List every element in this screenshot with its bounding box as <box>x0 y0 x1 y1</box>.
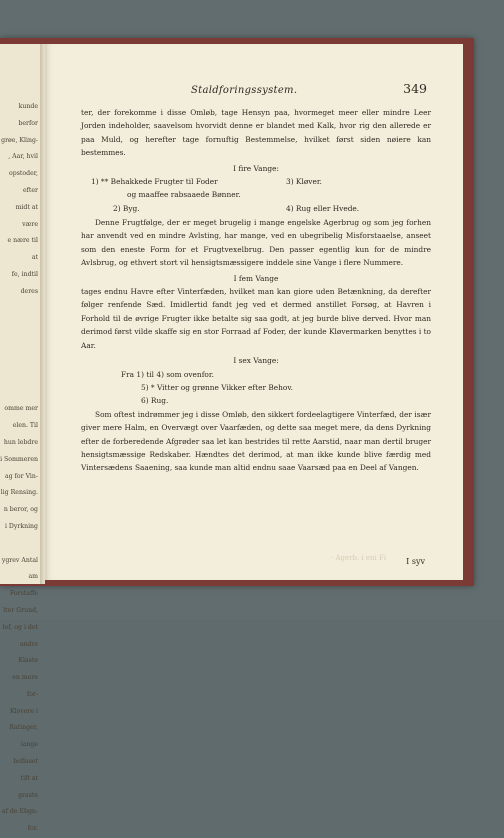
left-page-line <box>0 536 38 553</box>
paragraph-five-fields: tages endnu Havre efter Vinterfæden, hvilket man kan giore uden Betænkning, da derefter følger renfende Sæd. Imidlertid fandt jeg ved et dermed anstillet Forsøg, at Havren i Forhold til de øvrige Frugter ikke betalte sig saa godt, at jeg burde blive derved. Hvor man derimod først vilde skaffe sig en stor Forraad af Foder, der kunde Kløvermarken benyttes i to Aar. <box>81 287 431 350</box>
section-title-five-fields: I fem Vange <box>233 273 279 283</box>
left-page-line: hun lebdre <box>3 438 38 446</box>
right-page <box>45 44 463 580</box>
left-page-line: kunde berfor <box>18 103 38 127</box>
left-page-line <box>0 301 38 318</box>
paragraph-intro: ter, der forekomme i disse Omløb, tage Hensyn paa, hvormeget meer eller mindre Leer Jorden indeholder, saavelsom hvorvidt denne er blandet med Kalk, hvor rig den allerede er paa Muld, og herefter tage fornuftig Bestemmelse, hvilket først siden nøiere kan bestemmes. <box>81 108 431 158</box>
left-page-line: , Aar, hvil <box>8 153 38 161</box>
left-page-line: midt at være <box>15 203 38 228</box>
left-page-line: grøe, Kling- <box>1 136 38 144</box>
left-page-line: andre Klaste <box>18 640 38 665</box>
left-page-line: elen. Til <box>12 422 38 430</box>
left-page-line: Klovere i <box>9 707 38 715</box>
left-page-line <box>0 385 38 402</box>
section-title-six-fields: I sex Vange: <box>233 356 279 366</box>
rotation-item-1: 1) ** Behakkede Frugter til Foder <box>91 177 218 187</box>
left-page-line: en mere for- <box>12 674 38 698</box>
left-page-text-fragments <box>0 99 38 838</box>
running-title: Staldforingssystem. <box>191 85 298 96</box>
left-page-line: omme mer <box>4 405 38 413</box>
left-page-line <box>0 368 38 385</box>
left-page-line: n beror, og <box>3 506 38 514</box>
bleed-through-text: · Agerb. i eni Fi <box>331 554 387 562</box>
paragraph-winter-crop: Som oftest indrømmer jeg i disse Omløb, den sikkert fordeelagtigere Vinterfæd, der især giver mere Halm, en Overvægt over Vaarfæden, og dette saa meget mere, da dens Dyrkning efter de forberedende Afgrøder saa let kan bestrides til rette Aarstid, naar man dertil bruger hensigtsmæssige Redskaber. Hændtes det derimod, at man ikke kunde blive færdig med Vintersædens Saaening, saa kunde man altid endnu saae Vaarsæd paa en Deel af Vangen. <box>81 409 431 473</box>
rotation-item-3: 3) Kløver. <box>286 177 322 187</box>
left-page-line: lter Grund, <box>3 606 38 614</box>
catchword: I syv <box>406 557 425 566</box>
left-page-line: af de Ebgn- <box>1 808 38 816</box>
left-page-line: fe, indtil deres <box>11 270 38 295</box>
rotation-item-1-cont: og maaffee rabsaaede Bønner. <box>127 190 241 200</box>
left-page-line: i Sommeren <box>0 455 38 463</box>
left-page-line: ygrev Antal <box>1 556 38 564</box>
rotation-item-2: 2) Byg. <box>113 204 140 214</box>
paragraph-rotation-explanation: Denne Frugtfølge, der er meget brugelig i mange engelske Agerbrug og som jeg forhen har anvendt ved en mindre Avlsting, har mange, ved en ubegribelig Misforstaaelse, anseet som den eneste Form for et Frugtvexelbrug. Den passer egentlig kun for de mindre Avlsbrug, og ethvert stort vil hensigtsmæssigere inddele sine Vange i flere Nummere. <box>81 218 431 268</box>
left-page-line: Ratinger, <box>9 724 38 732</box>
left-page-line <box>0 317 38 334</box>
left-page-line: opstoder, efter <box>9 170 38 194</box>
rotation-item-4: 4) Rug eller Hvede. <box>286 204 360 214</box>
rotation-list-four <box>81 175 431 216</box>
left-page-line: i Dyrkning <box>4 522 38 530</box>
page-number: 349 <box>403 81 427 96</box>
left-page-line: ag for Vin- <box>5 472 38 480</box>
left-page-line: lig Rensing. <box>0 489 38 497</box>
left-page-line: am Forstaffe <box>9 573 38 598</box>
running-head <box>81 81 431 106</box>
page-content <box>81 81 431 566</box>
left-page-line <box>0 334 38 351</box>
left-page-line: iange beflaset <box>13 741 38 766</box>
left-page-line: lof, og i det <box>2 623 38 631</box>
rotation-six-item-1: Fra 1) til 4) som ovenfor. <box>121 369 214 379</box>
section-title-four-fields: I fire Vange: <box>233 163 279 173</box>
left-page <box>0 44 45 833</box>
left-page-line <box>0 351 38 368</box>
left-page-line: e nære til at <box>7 237 38 262</box>
left-page-line: tift at graste <box>18 774 38 799</box>
rotation-six-item-5: 5) * Vitter og grønne Vikker efter Behov. <box>141 382 294 392</box>
left-page-line: for. <box>27 825 38 833</box>
rotation-six-item-6: 6) Rug. <box>141 396 169 406</box>
